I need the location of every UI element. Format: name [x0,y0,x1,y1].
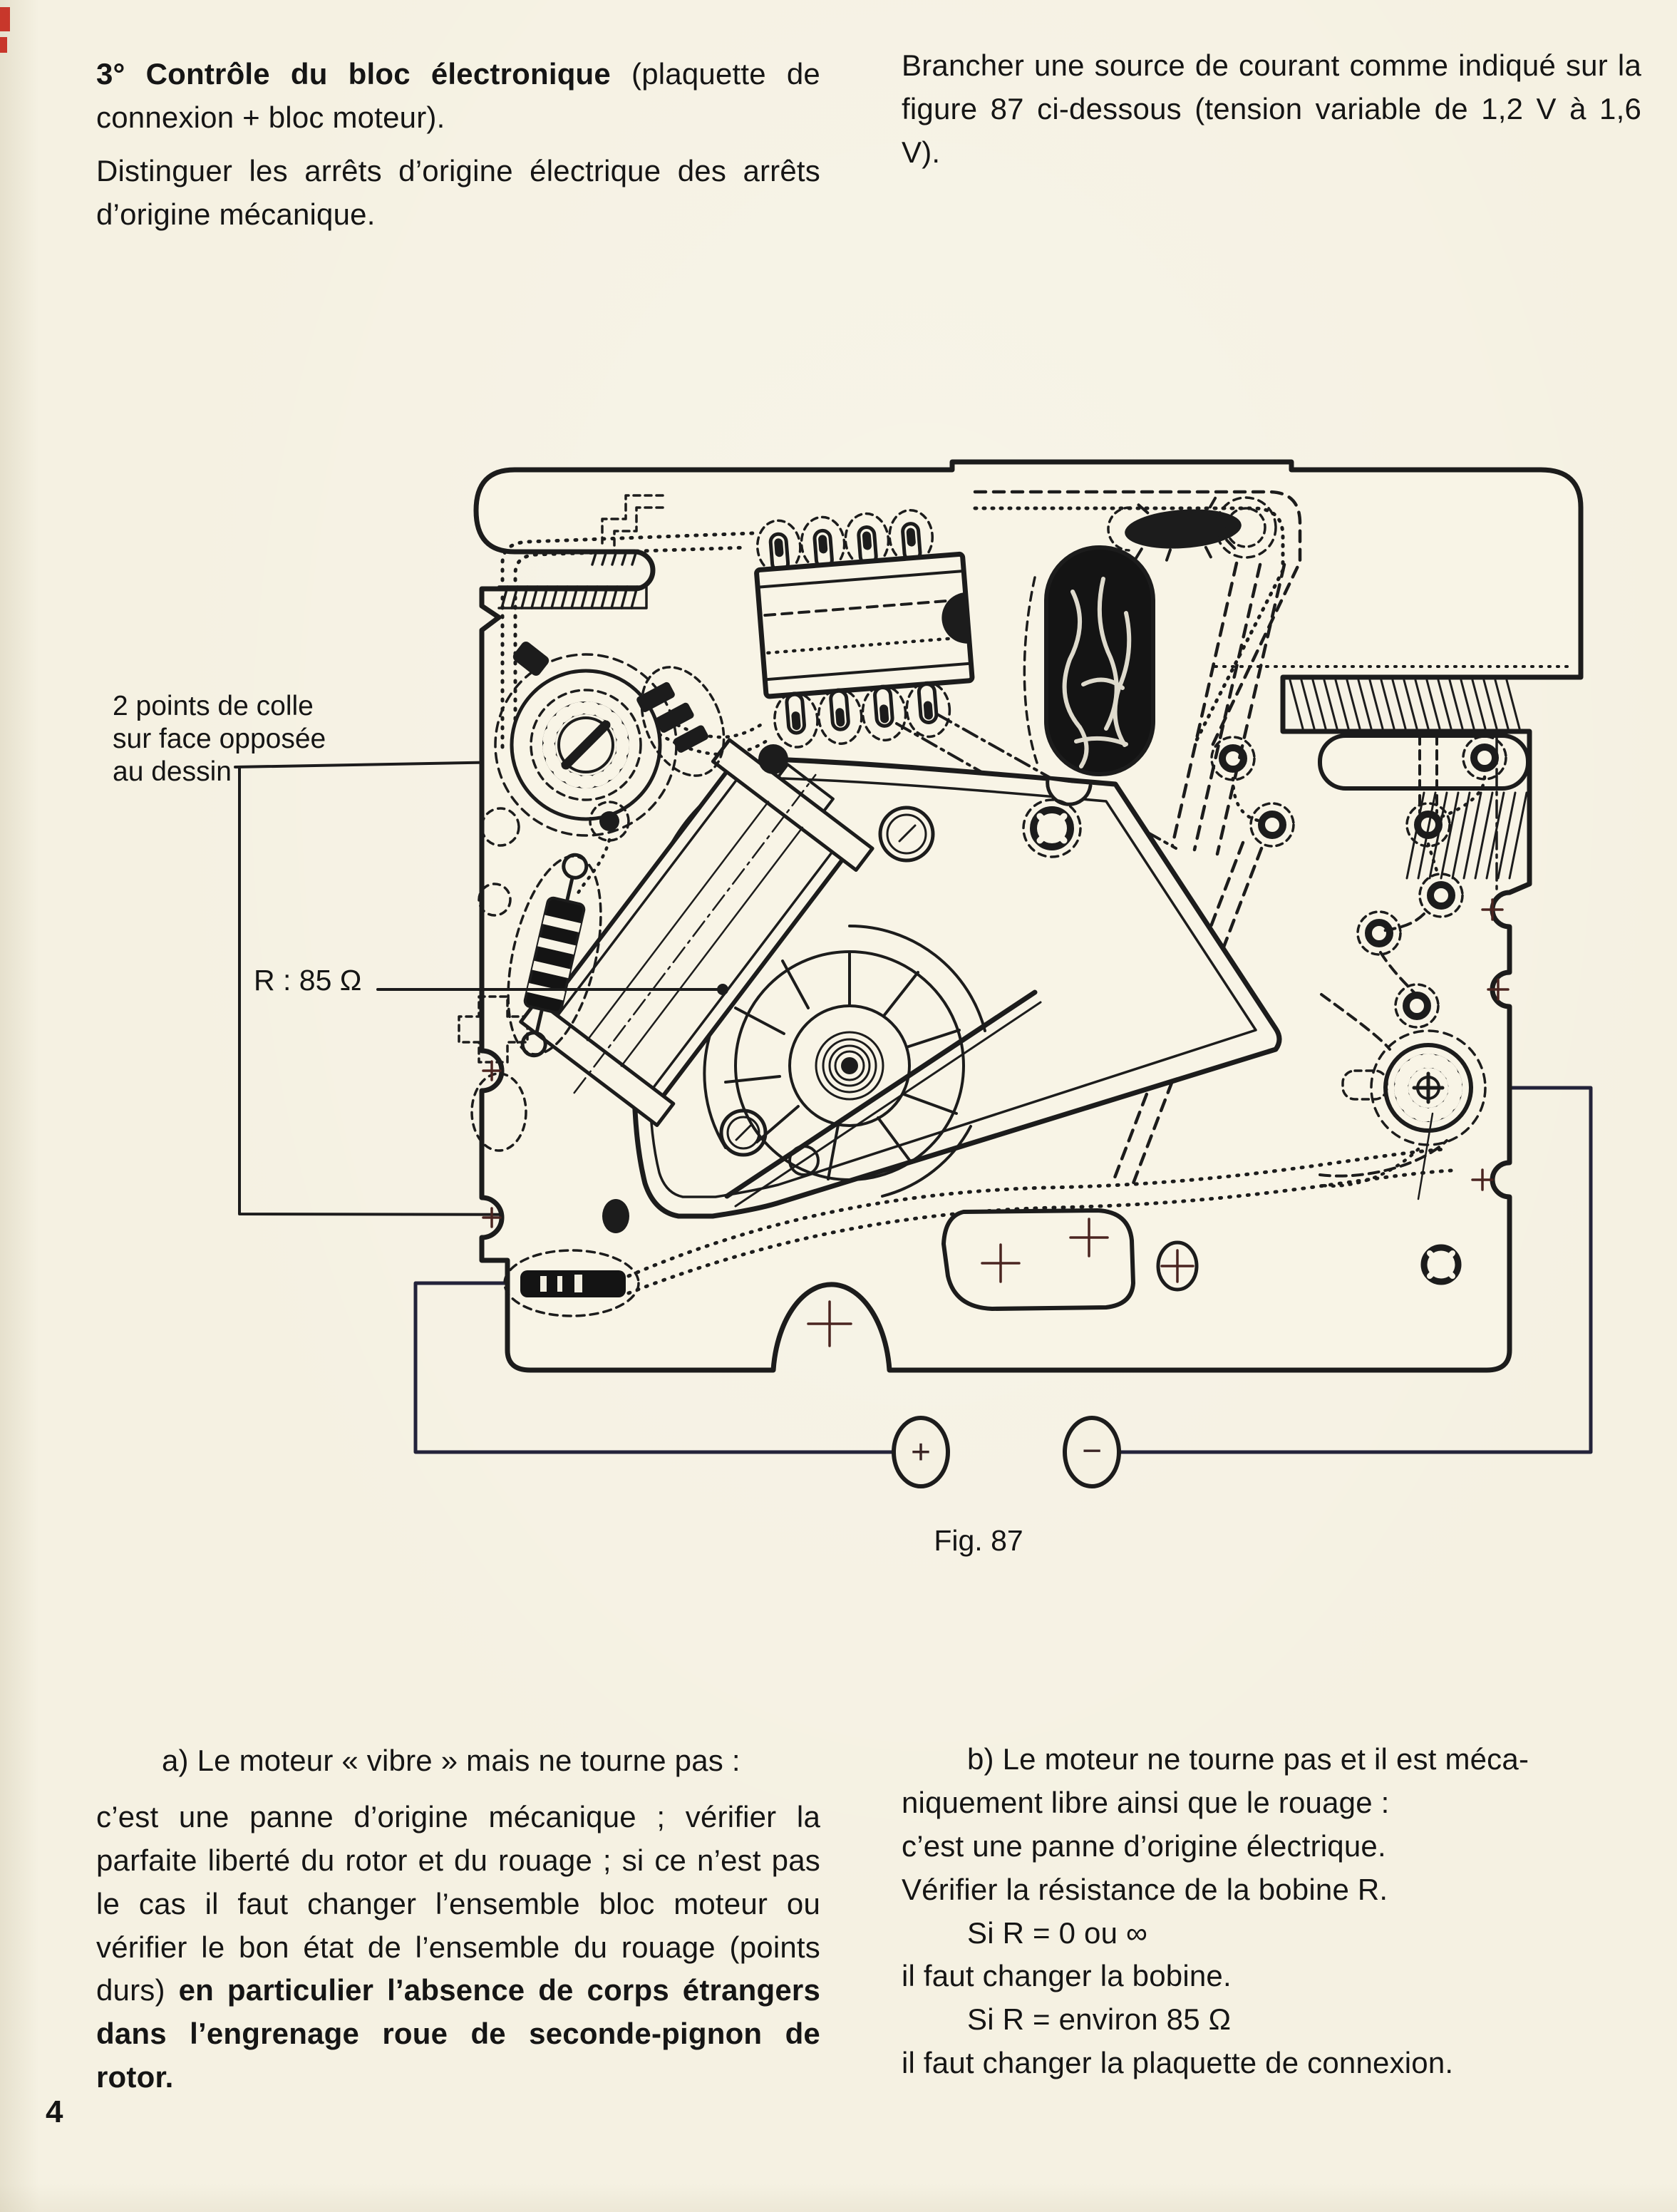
terminal-minus-sign: − [1081,1432,1103,1470]
pad-island [944,1210,1133,1309]
body-left-normal: c’est une panne d’origine mécanique ; vérifier la parfaite liberté du rotor et du rouage ; si ce n’est pas le cas il faut changer l’ensemble bloc moteur ou vérifier le bon état de l’ensemble du rouage (points durs) [96,1799,820,2007]
body-right-line5: Si R = environ 85 Ω [967,2002,1232,2037]
body-right-line3: Si R = 0 ou ∞ [967,1915,1148,1950]
glue-label-line3: au dessin [113,756,232,788]
resistance-label: R : 85 Ω [254,964,362,997]
section-heading-rest: (plaquette de connexion + bloc moteur). [96,57,820,134]
hatch-right-notch [1290,680,1519,729]
battery-terminals [894,1418,1119,1486]
body-right-lead2: niquement libre ainsi que le rouage : [902,1785,1390,1819]
body-left-lead: a) Le moteur « vibre » mais ne tourne pas : [162,1744,741,1777]
terminal-plus-sign: + [910,1434,932,1471]
intro-left-text: Distinguer les arrêts d’origine électrique des arrêts d’origine mécanique. [96,154,820,231]
glue-dot-2 [602,1199,629,1233]
body-right-line4: il faut changer la bobine. [902,1959,1232,1993]
body-right-line1: c’est une panne d’origine électrique. [902,1828,1386,1863]
figure-caption: Fig. 87 [934,1524,1023,1557]
section-heading: 3° Contrôle du bloc électronique [96,57,611,91]
glue-label-line2: sur face opposée [113,724,326,755]
body-right-lead1: b) Le moteur ne tourne pas et il est méca- [967,1742,1529,1776]
glue-points-label [113,690,326,788]
body-left-bold: en particulier l’absence de corps étrangers dans l’engrenage roue de seconde-pignon de rotor. [96,1973,820,2094]
glue-dot-1 [758,744,788,774]
intro-right-text: Brancher une source de courant comme indiqué sur la figure 87 ci-dessous (tension variable de 1,2 V à 1,6 V). [902,48,1641,169]
page-number: 4 [46,2094,63,2129]
ic-body [756,554,972,696]
body-right-line6: il faut changer la plaquette de connexion. [902,2046,1454,2080]
body-right-line2: Vérifier la résistance de la bobine R. [902,1872,1388,1906]
body-right-column [902,1738,1641,2085]
glue-label-line1: 2 points de colle [113,691,314,721]
body-left-paragraph [96,1796,820,2099]
body-left-column [96,1739,820,2099]
